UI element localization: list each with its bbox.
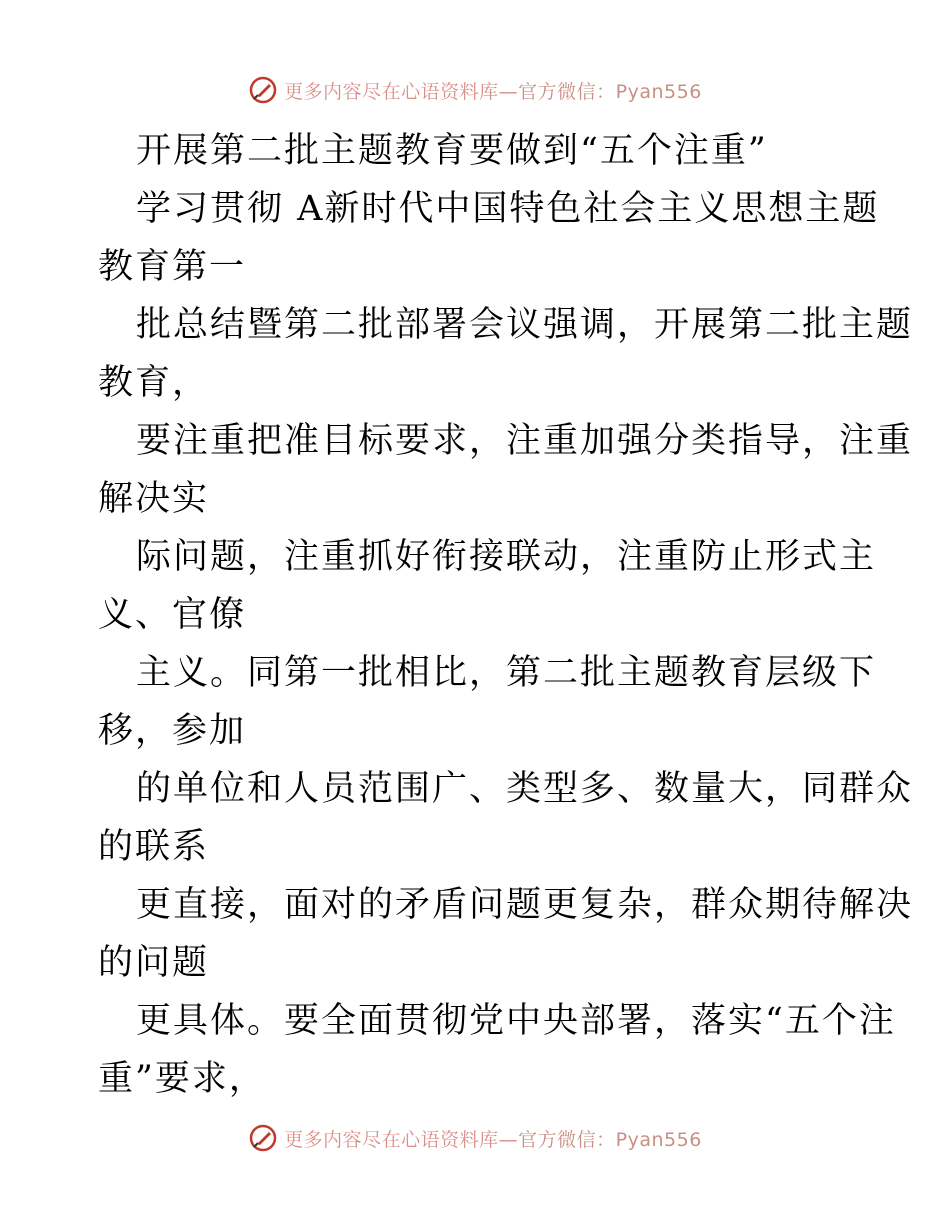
text-line: 主义。同第一批相比，第二批主题教育层级下	[136, 653, 877, 693]
text-line: 的联系	[98, 827, 210, 867]
header-watermark	[0, 70, 950, 110]
document-body	[98, 122, 914, 1108]
text-line: 批总结暨第二批部署会议强调，开展第二批主题	[136, 305, 914, 345]
watermark-site-text: 更多内容尽在心语资料库	[284, 80, 499, 103]
watermark-dash: —	[498, 1128, 519, 1151]
text-line: 的问题	[98, 943, 210, 983]
quill-circle-icon	[248, 1123, 278, 1153]
footer-watermark	[0, 1118, 950, 1158]
watermark-site-text: 更多内容尽在心语资料库	[284, 1128, 499, 1151]
watermark-wechat-text: 官方微信：Pyan556	[518, 80, 702, 103]
text-line: 要注重把准目标要求，注重加强分类指导，注重	[136, 421, 914, 461]
text-line: 更直接，面对的矛盾问题更复杂，群众期待解决	[136, 885, 914, 925]
text-line: 解决实	[98, 479, 210, 519]
text-line: 更具体。要全面贯彻党中央部署，落实“五个注	[136, 1001, 896, 1041]
watermark-wechat-text: 官方微信：Pyan556	[518, 1128, 702, 1151]
text-line: 重”要求，	[98, 1059, 266, 1099]
text-line: 义、官僚	[98, 595, 247, 635]
watermark-dash: —	[498, 80, 519, 103]
quill-circle-icon	[248, 75, 278, 105]
text-line: 教育第一	[98, 247, 247, 287]
text-line: 学习贯彻 A新时代中国特色社会主义思想主题	[136, 189, 880, 229]
text-line: 教育，	[98, 363, 210, 403]
text-line: 开展第二批主题教育要做到“五个注重”	[136, 131, 768, 171]
text-line: 移，参加	[98, 711, 247, 751]
text-line: 的单位和人员范围广、类型多、数量大，同群众	[136, 769, 914, 809]
text-line: 际问题，注重抓好衔接联动，注重防止形式主	[136, 537, 877, 577]
